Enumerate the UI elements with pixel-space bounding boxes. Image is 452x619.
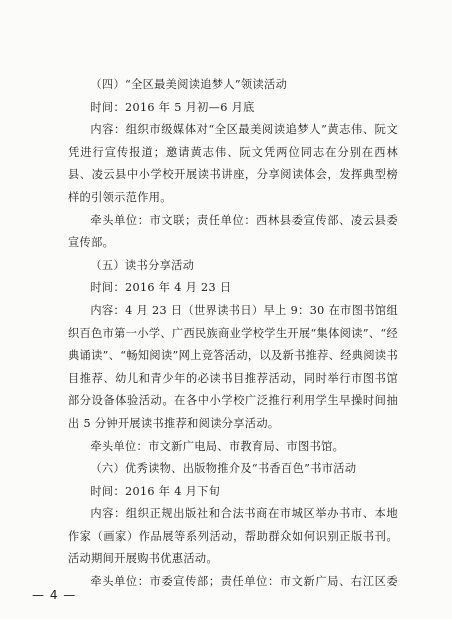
lead-unit-paragraph: 牵头单位：市文新广电局、市教育局、市图书馆。 bbox=[90, 439, 345, 453]
section-heading-4: （四）“全区最美阅读追梦人”领读活动 bbox=[90, 78, 288, 91]
time-line: 时间：2016 年 4 月下旬 bbox=[90, 484, 221, 498]
time-line: 时间：2016 年 5 月初—6 月底 bbox=[90, 100, 255, 114]
section-heading-6: （六）优秀读物、出版物推介及“书香百色”书市活动 bbox=[90, 462, 357, 476]
section-heading-5: （五）读书分享活动 bbox=[90, 258, 195, 272]
content-paragraph: 内容：组织正规出版社和合法书商在市城区举办书市、本地作家（画家）作品展等系列活动，帮助群众如何识别正版书刊。活动期间开展购书优惠活动。 bbox=[68, 507, 398, 566]
lead-unit-paragraph: 牵头单位：市文联；责任单位：西林县委宣传部、凌云县委宣传部。 bbox=[68, 213, 398, 250]
body-text bbox=[68, 74, 398, 594]
content-paragraph: 内容：组织市级媒体对“全区最美阅读追梦人”黄志伟、阮文凭进行宣传报道；邀请黄志伟、阮文凭两位同志在分别在西林县、凌云县中小学校开展读书讲座，分享阅读体会，发挥典型榜样的引领示范作用。 bbox=[68, 123, 398, 204]
lead-unit-paragraph: 牵头单位：市委宣传部；责任单位：市文新广局、右江区委 bbox=[90, 575, 398, 589]
time-line: 时间：2016 年 4 月 23 日 bbox=[90, 281, 232, 295]
content-paragraph: 内容：4 月 23 日（世界读书日）早上 9：30 在市图书馆组织百色市第一小学、广西民族商业学校学生开展“集体阅读”、“经典诵读”、“畅知阅读”网上竞答活动，以及新书推荐、经典阅读书目推荐、幼儿和青少年的必读书目推荐活动，同时举行市图书馆部分设备体验活动。在各中小学校广泛推行利用学生早操时间抽出 5 分钟开展读书推荐和阅读分享活动。 bbox=[68, 303, 398, 430]
page-number: — 4 — bbox=[32, 588, 77, 602]
